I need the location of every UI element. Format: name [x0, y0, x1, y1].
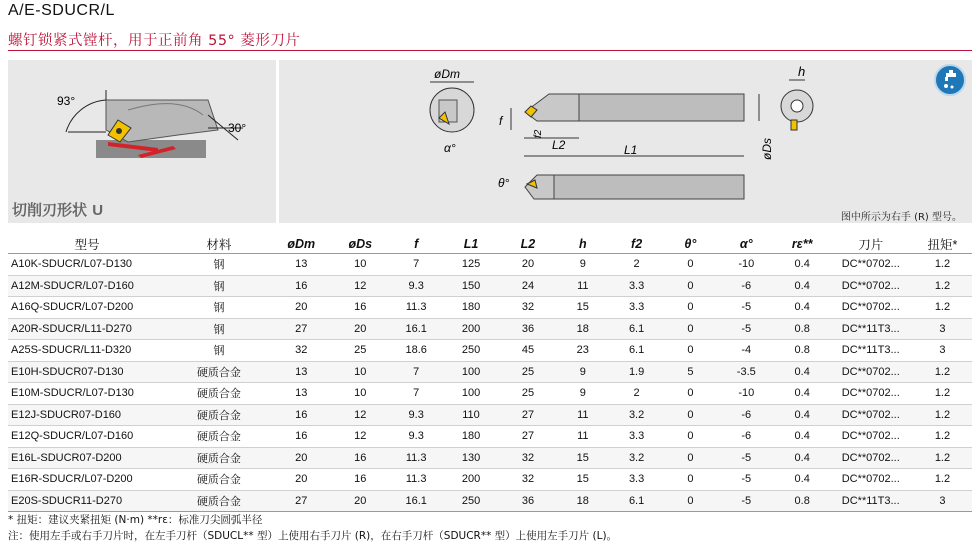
table-cell: E10H-SDUCR07-D130	[8, 361, 166, 383]
col-material: 材料	[166, 234, 271, 254]
table-row	[8, 447, 972, 469]
table-cell: 16	[331, 447, 390, 469]
table-cell: 0.8	[776, 318, 829, 340]
table-cell: DC**0702...	[829, 275, 913, 297]
table-cell: 钢	[166, 297, 271, 319]
table-cell: A12M-SDUCR/L07-D160	[8, 275, 166, 297]
table-cell: DC**0702...	[829, 447, 913, 469]
table-cell: -6	[717, 426, 776, 448]
spec-table-body	[8, 254, 972, 512]
table-cell: 18	[556, 318, 609, 340]
table-cell: 3.2	[609, 404, 664, 426]
table-cell: 6.1	[609, 340, 664, 362]
table-cell: 5	[664, 361, 717, 383]
table-cell: 18	[556, 490, 609, 512]
table-cell: 11	[556, 275, 609, 297]
coolant-tap-icon	[936, 66, 964, 94]
table-row	[8, 361, 972, 383]
table-cell: 25	[499, 383, 556, 405]
table-cell: 1.2	[913, 383, 972, 405]
table-cell: -5	[717, 297, 776, 319]
table-cell: -10	[717, 254, 776, 276]
table-cell: 9.3	[390, 426, 443, 448]
table-cell: E16L-SDUCR07-D200	[8, 447, 166, 469]
table-cell: -4	[717, 340, 776, 362]
table-cell: 12	[331, 426, 390, 448]
table-cell: 20	[272, 469, 331, 491]
table-cell: 32	[499, 469, 556, 491]
table-cell: 16	[272, 275, 331, 297]
table-cell: 23	[556, 340, 609, 362]
right-hand-note: 图中所示为右手 (R) 型号。	[840, 212, 962, 223]
table-cell: 硬质合金	[166, 447, 271, 469]
table-cell: 20	[331, 490, 390, 512]
table-cell: 钢	[166, 275, 271, 297]
table-row	[8, 490, 972, 512]
table-cell: 16.1	[390, 318, 443, 340]
table-cell: 0	[664, 340, 717, 362]
table-cell: 10	[331, 254, 390, 276]
angle-30-label: 30°	[228, 121, 247, 135]
table-cell: 20	[272, 297, 331, 319]
table-cell: 11.3	[390, 469, 443, 491]
table-cell: 27	[272, 318, 331, 340]
spec-table	[8, 234, 972, 512]
ds-label: øDs	[760, 138, 774, 160]
table-cell: DC**11T3...	[829, 318, 913, 340]
table-cell: 16	[331, 469, 390, 491]
table-cell: 3	[913, 318, 972, 340]
table-cell: 20	[272, 447, 331, 469]
table-cell: 1.2	[913, 447, 972, 469]
table-cell: 6.1	[609, 490, 664, 512]
table-cell: 0	[664, 404, 717, 426]
table-cell: 100	[443, 383, 500, 405]
table-cell: 20	[499, 254, 556, 276]
table-cell: A16Q-SDUCR/L07-D200	[8, 297, 166, 319]
table-cell: 0.4	[776, 275, 829, 297]
cutting-edge-caption	[12, 199, 103, 220]
table-cell: 11.3	[390, 447, 443, 469]
table-cell: 0	[664, 490, 717, 512]
table-cell: 11	[556, 404, 609, 426]
col-theta: θ°	[664, 234, 717, 254]
table-cell: -5	[717, 447, 776, 469]
col-alpha: α°	[717, 234, 776, 254]
f2-label: f2	[533, 129, 544, 138]
table-cell: 16	[272, 404, 331, 426]
table-cell: 11.3	[390, 297, 443, 319]
table-cell: -5	[717, 490, 776, 512]
table-cell: 25	[331, 340, 390, 362]
table-cell: E20S-SDUCR11-D270	[8, 490, 166, 512]
table-cell: DC**0702...	[829, 469, 913, 491]
table-cell: 0.4	[776, 254, 829, 276]
table-cell: 3	[913, 340, 972, 362]
table-cell: 13	[272, 383, 331, 405]
table-cell: 7	[390, 361, 443, 383]
dimension-panel	[279, 60, 972, 223]
table-cell: 32	[272, 340, 331, 362]
lower-shank-shape	[554, 175, 744, 199]
table-header-row	[8, 234, 972, 254]
table-cell: 15	[556, 447, 609, 469]
table-cell: 200	[443, 469, 500, 491]
table-cell: 9.3	[390, 275, 443, 297]
table-cell: E12J-SDUCR07-D160	[8, 404, 166, 426]
table-cell: 27	[499, 404, 556, 426]
table-cell: 0	[664, 469, 717, 491]
table-row	[8, 275, 972, 297]
table-cell: 0.4	[776, 404, 829, 426]
table-cell: A20R-SDUCR/L11-D270	[8, 318, 166, 340]
table-row	[8, 383, 972, 405]
table-cell: 180	[443, 426, 500, 448]
table-cell: 20	[331, 318, 390, 340]
table-cell: 0	[664, 254, 717, 276]
table-cell: 2	[609, 254, 664, 276]
table-cell: 12	[331, 275, 390, 297]
table-cell: 1.2	[913, 469, 972, 491]
table-cell: -6	[717, 404, 776, 426]
table-cell: 0.4	[776, 361, 829, 383]
cutting-edge-panel	[8, 60, 276, 223]
table-cell: -5	[717, 318, 776, 340]
table-cell: 250	[443, 490, 500, 512]
table-cell: 250	[443, 340, 500, 362]
footnote-torque: * 扭矩：建议夹紧扭矩 (N·m) **rε：标准刀尖圆弧半径	[8, 514, 263, 526]
angle-93-label: 93°	[57, 94, 76, 108]
table-cell: 45	[499, 340, 556, 362]
table-cell: 3.3	[609, 426, 664, 448]
caption-letter: U	[92, 202, 104, 219]
table-cell: 0.4	[776, 469, 829, 491]
table-cell: 硬质合金	[166, 469, 271, 491]
col-l1: L1	[443, 234, 500, 254]
table-cell: 2	[609, 383, 664, 405]
table-cell: A25S-SDUCR/L11-D320	[8, 340, 166, 362]
col-l2: L2	[499, 234, 556, 254]
table-cell: 200	[443, 318, 500, 340]
page-subtitle: 螺钉锁紧式镗杆，用于正前角 55° 菱形刀片	[8, 33, 301, 49]
table-cell: 3.3	[609, 297, 664, 319]
table-cell: 硬质合金	[166, 490, 271, 512]
table-cell: 16.1	[390, 490, 443, 512]
table-cell: -3.5	[717, 361, 776, 383]
table-cell: 7	[390, 383, 443, 405]
title-divider	[8, 50, 972, 51]
table-cell: 0	[664, 275, 717, 297]
table-cell: 27	[499, 426, 556, 448]
table-cell: 3	[913, 490, 972, 512]
dimension-diagram	[279, 60, 972, 223]
table-cell: 硬质合金	[166, 426, 271, 448]
table-row	[8, 340, 972, 362]
table-cell: 1.2	[913, 275, 972, 297]
table-cell: 0.8	[776, 490, 829, 512]
table-cell: 180	[443, 297, 500, 319]
col-re: rε**	[776, 234, 829, 254]
table-cell: 10	[331, 383, 390, 405]
table-row	[8, 318, 972, 340]
table-cell: 3.3	[609, 275, 664, 297]
table-cell: 36	[499, 490, 556, 512]
table-cell: 130	[443, 447, 500, 469]
col-f: f	[390, 234, 443, 254]
table-cell: 硬质合金	[166, 361, 271, 383]
table-cell: 1.2	[913, 361, 972, 383]
table-cell: 13	[272, 361, 331, 383]
caption-text: 切削刃形状	[12, 201, 88, 219]
table-cell: 100	[443, 361, 500, 383]
table-cell: 钢	[166, 254, 271, 276]
table-cell: E16R-SDUCR/L07-D200	[8, 469, 166, 491]
table-cell: 36	[499, 318, 556, 340]
table-cell: 15	[556, 297, 609, 319]
table-cell: 32	[499, 447, 556, 469]
col-torque: 扭矩*	[913, 234, 972, 254]
table-cell: 3.3	[609, 469, 664, 491]
table-cell: DC**11T3...	[829, 340, 913, 362]
dm-label: øDm	[434, 67, 460, 81]
table-cell: 1.2	[913, 404, 972, 426]
table-cell: 110	[443, 404, 500, 426]
table-cell: 0.4	[776, 426, 829, 448]
alpha-front-label: α°	[444, 141, 456, 155]
table-cell: 1.2	[913, 426, 972, 448]
table-cell: 硬质合金	[166, 383, 271, 405]
table-cell: E10M-SDUCR/L07-D130	[8, 383, 166, 405]
table-row	[8, 297, 972, 319]
table-cell: 125	[443, 254, 500, 276]
table-cell: -10	[717, 383, 776, 405]
table-cell: 24	[499, 275, 556, 297]
table-cell: 7	[390, 254, 443, 276]
col-h: h	[556, 234, 609, 254]
table-row	[8, 404, 972, 426]
table-cell: 18.6	[390, 340, 443, 362]
table-cell: 32	[499, 297, 556, 319]
table-cell: DC**0702...	[829, 404, 913, 426]
table-cell: DC**0702...	[829, 383, 913, 405]
table-cell: -5	[717, 469, 776, 491]
table-cell: 13	[272, 254, 331, 276]
table-cell: 0.4	[776, 383, 829, 405]
table-cell: 9	[556, 361, 609, 383]
table-cell: 25	[499, 361, 556, 383]
footnote-handedness: 注：使用左手或右手刀片时，在左手刀杆（SDUCL** 型）上使用右手刀片 (R)，在右手刀杆（SDUCR** 型）上使用左手刀片 (L)。	[8, 530, 618, 542]
table-cell: 12	[331, 404, 390, 426]
table-cell: DC**11T3...	[829, 490, 913, 512]
table-cell: 1.2	[913, 254, 972, 276]
table-cell: 15	[556, 469, 609, 491]
page-title: A/E-SDUCR/L	[8, 2, 115, 19]
table-cell: 0	[664, 318, 717, 340]
col-insert: 刀片	[829, 234, 913, 254]
table-cell: 150	[443, 275, 500, 297]
table-row	[8, 469, 972, 491]
table-cell: 1.2	[913, 297, 972, 319]
col-dm: øDm	[272, 234, 331, 254]
table-cell: 9	[556, 383, 609, 405]
table-cell: 1.9	[609, 361, 664, 383]
coolant-icon	[934, 64, 966, 96]
table-cell: 0	[664, 383, 717, 405]
table-cell: DC**0702...	[829, 361, 913, 383]
table-cell: 16	[331, 297, 390, 319]
table-row	[8, 254, 972, 276]
col-f2: f2	[609, 234, 664, 254]
table-cell: 3.2	[609, 447, 664, 469]
table-cell: 0	[664, 447, 717, 469]
f-label: f	[499, 114, 503, 128]
table-cell: E12Q-SDUCR/L07-D160	[8, 426, 166, 448]
table-cell: DC**0702...	[829, 426, 913, 448]
l1-label: L1	[624, 143, 638, 157]
table-cell: 0.4	[776, 447, 829, 469]
shank-shape	[579, 94, 744, 121]
table-cell: 钢	[166, 340, 271, 362]
table-cell: A10K-SDUCR/L07-D130	[8, 254, 166, 276]
col-model: 型号	[8, 234, 166, 254]
table-cell: 11	[556, 426, 609, 448]
l2-label: L2	[552, 138, 566, 152]
h-label: h	[798, 64, 806, 79]
table-row	[8, 426, 972, 448]
table-cell: 16	[272, 426, 331, 448]
table-cell: 0	[664, 426, 717, 448]
table-cell: 9	[556, 254, 609, 276]
table-cell: 27	[272, 490, 331, 512]
table-cell: 10	[331, 361, 390, 383]
table-cell: DC**0702...	[829, 297, 913, 319]
table-cell: 硬质合金	[166, 404, 271, 426]
table-cell: 0.8	[776, 340, 829, 362]
table-cell: 6.1	[609, 318, 664, 340]
table-cell: DC**0702...	[829, 254, 913, 276]
table-cell: 钢	[166, 318, 271, 340]
table-cell: -6	[717, 275, 776, 297]
table-cell: 9.3	[390, 404, 443, 426]
table-cell: 0.4	[776, 297, 829, 319]
col-ds: øDs	[331, 234, 390, 254]
table-cell: 0	[664, 297, 717, 319]
theta-label: θ°	[498, 176, 510, 190]
